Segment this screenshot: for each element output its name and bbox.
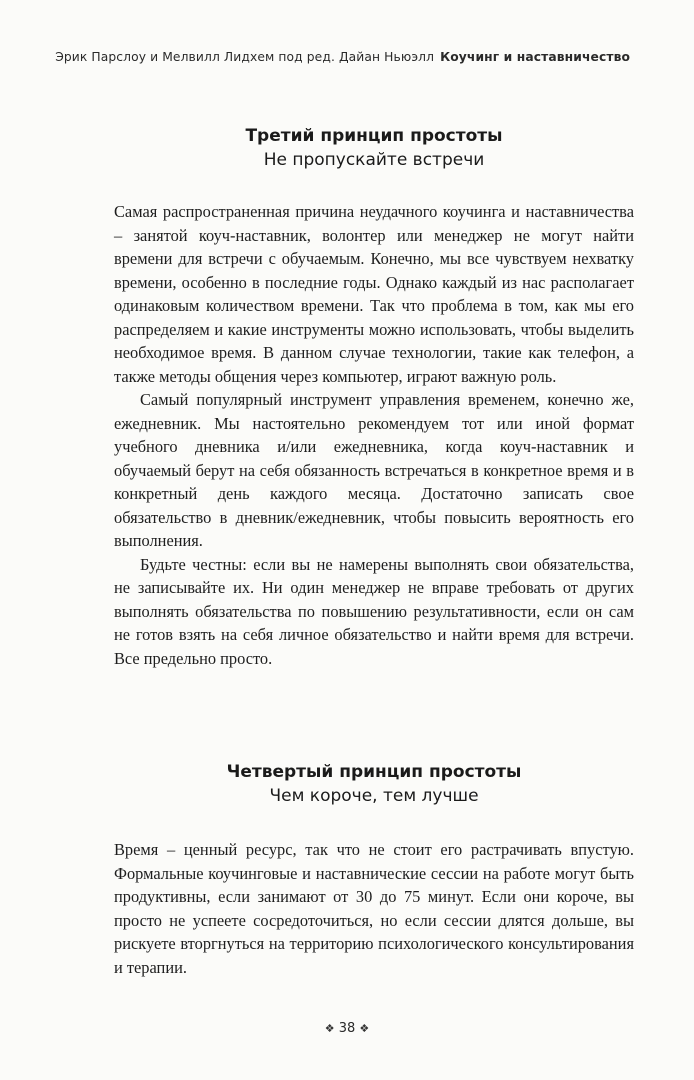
paragraph: Самый популярный инструмент управления временем, конечно же, ежедневник. Мы настоятельно рекомендуем тот или иной формат учебного дневника и/или ежедневника, когда коуч-наставник и обучаемый берут на себя обязанность встречаться в конкретное время и в конкретный день каждого месяца. Достаточно записать свое обязательство в дневник/ежедневник, чтобы повысить вероятность его выполнения. — [114, 390, 634, 550]
running-header — [55, 50, 630, 64]
ornament-left-icon: ❖ — [324, 1022, 335, 1035]
section-heading — [114, 124, 634, 172]
section-heading — [114, 760, 634, 808]
paragraph: Время – ценный ресурс, так что не стоит его растрачивать впустую. Формальные коучинговые и наставнические сессии на работе могут быть продуктивны, если занимают от 30 до 75 минут. Если они короче, вы просто не успеете сосредоточиться, но если сессии длятся дольше, вы рискуете вторгнуться на территорию психологического консультирования и терапии. — [114, 840, 634, 977]
section-subtitle: Чем короче, тем лучше — [269, 786, 479, 806]
page-number — [0, 1021, 694, 1036]
header-authors: Эрик Парслоу и Мелвилл Лидхем под ред. Дайан Ньюэлл — [55, 50, 435, 64]
section-title: Четвертый принцип простоты — [226, 762, 522, 782]
paragraph: Самая распространенная причина неудачного коучинга и наставничества – занятой коуч-наставник, волонтер или менеджер не могут найти времени для встречи с обучаемым. Конечно, мы все чувствуем нехватку времени, особенно в последние годы. Однако каждый из нас располагает одинаковым количеством времени. Так что проблема в том, как мы его распределяем и какие инструменты можно использовать, чтобы выделить необходимое время. В данном случае технологии, такие как телефон, а также методы общения через компьютер, играют важную роль. — [114, 202, 634, 386]
section-third-principle — [114, 124, 634, 670]
section-title: Третий принцип простоты — [245, 126, 503, 146]
paragraph: Будьте честны: если вы не намерены выполнять свои обязательства, не записывайте их. Ни один менеджер не вправе требовать от других выполнять обязательства по повышению результативности, если он сам не готов взять на себя личное обязательство и найти время для встречи. Все предельно просто. — [114, 554, 634, 668]
page-number-value: 38 — [338, 1021, 356, 1036]
section-fourth-principle — [114, 760, 634, 979]
section-subtitle: Не пропускайте встречи — [263, 150, 485, 170]
ornament-right-icon: ❖ — [359, 1022, 370, 1035]
section-body — [114, 200, 634, 670]
header-book-title: Коучинг и наставничество — [440, 50, 630, 64]
section-body — [114, 838, 634, 979]
